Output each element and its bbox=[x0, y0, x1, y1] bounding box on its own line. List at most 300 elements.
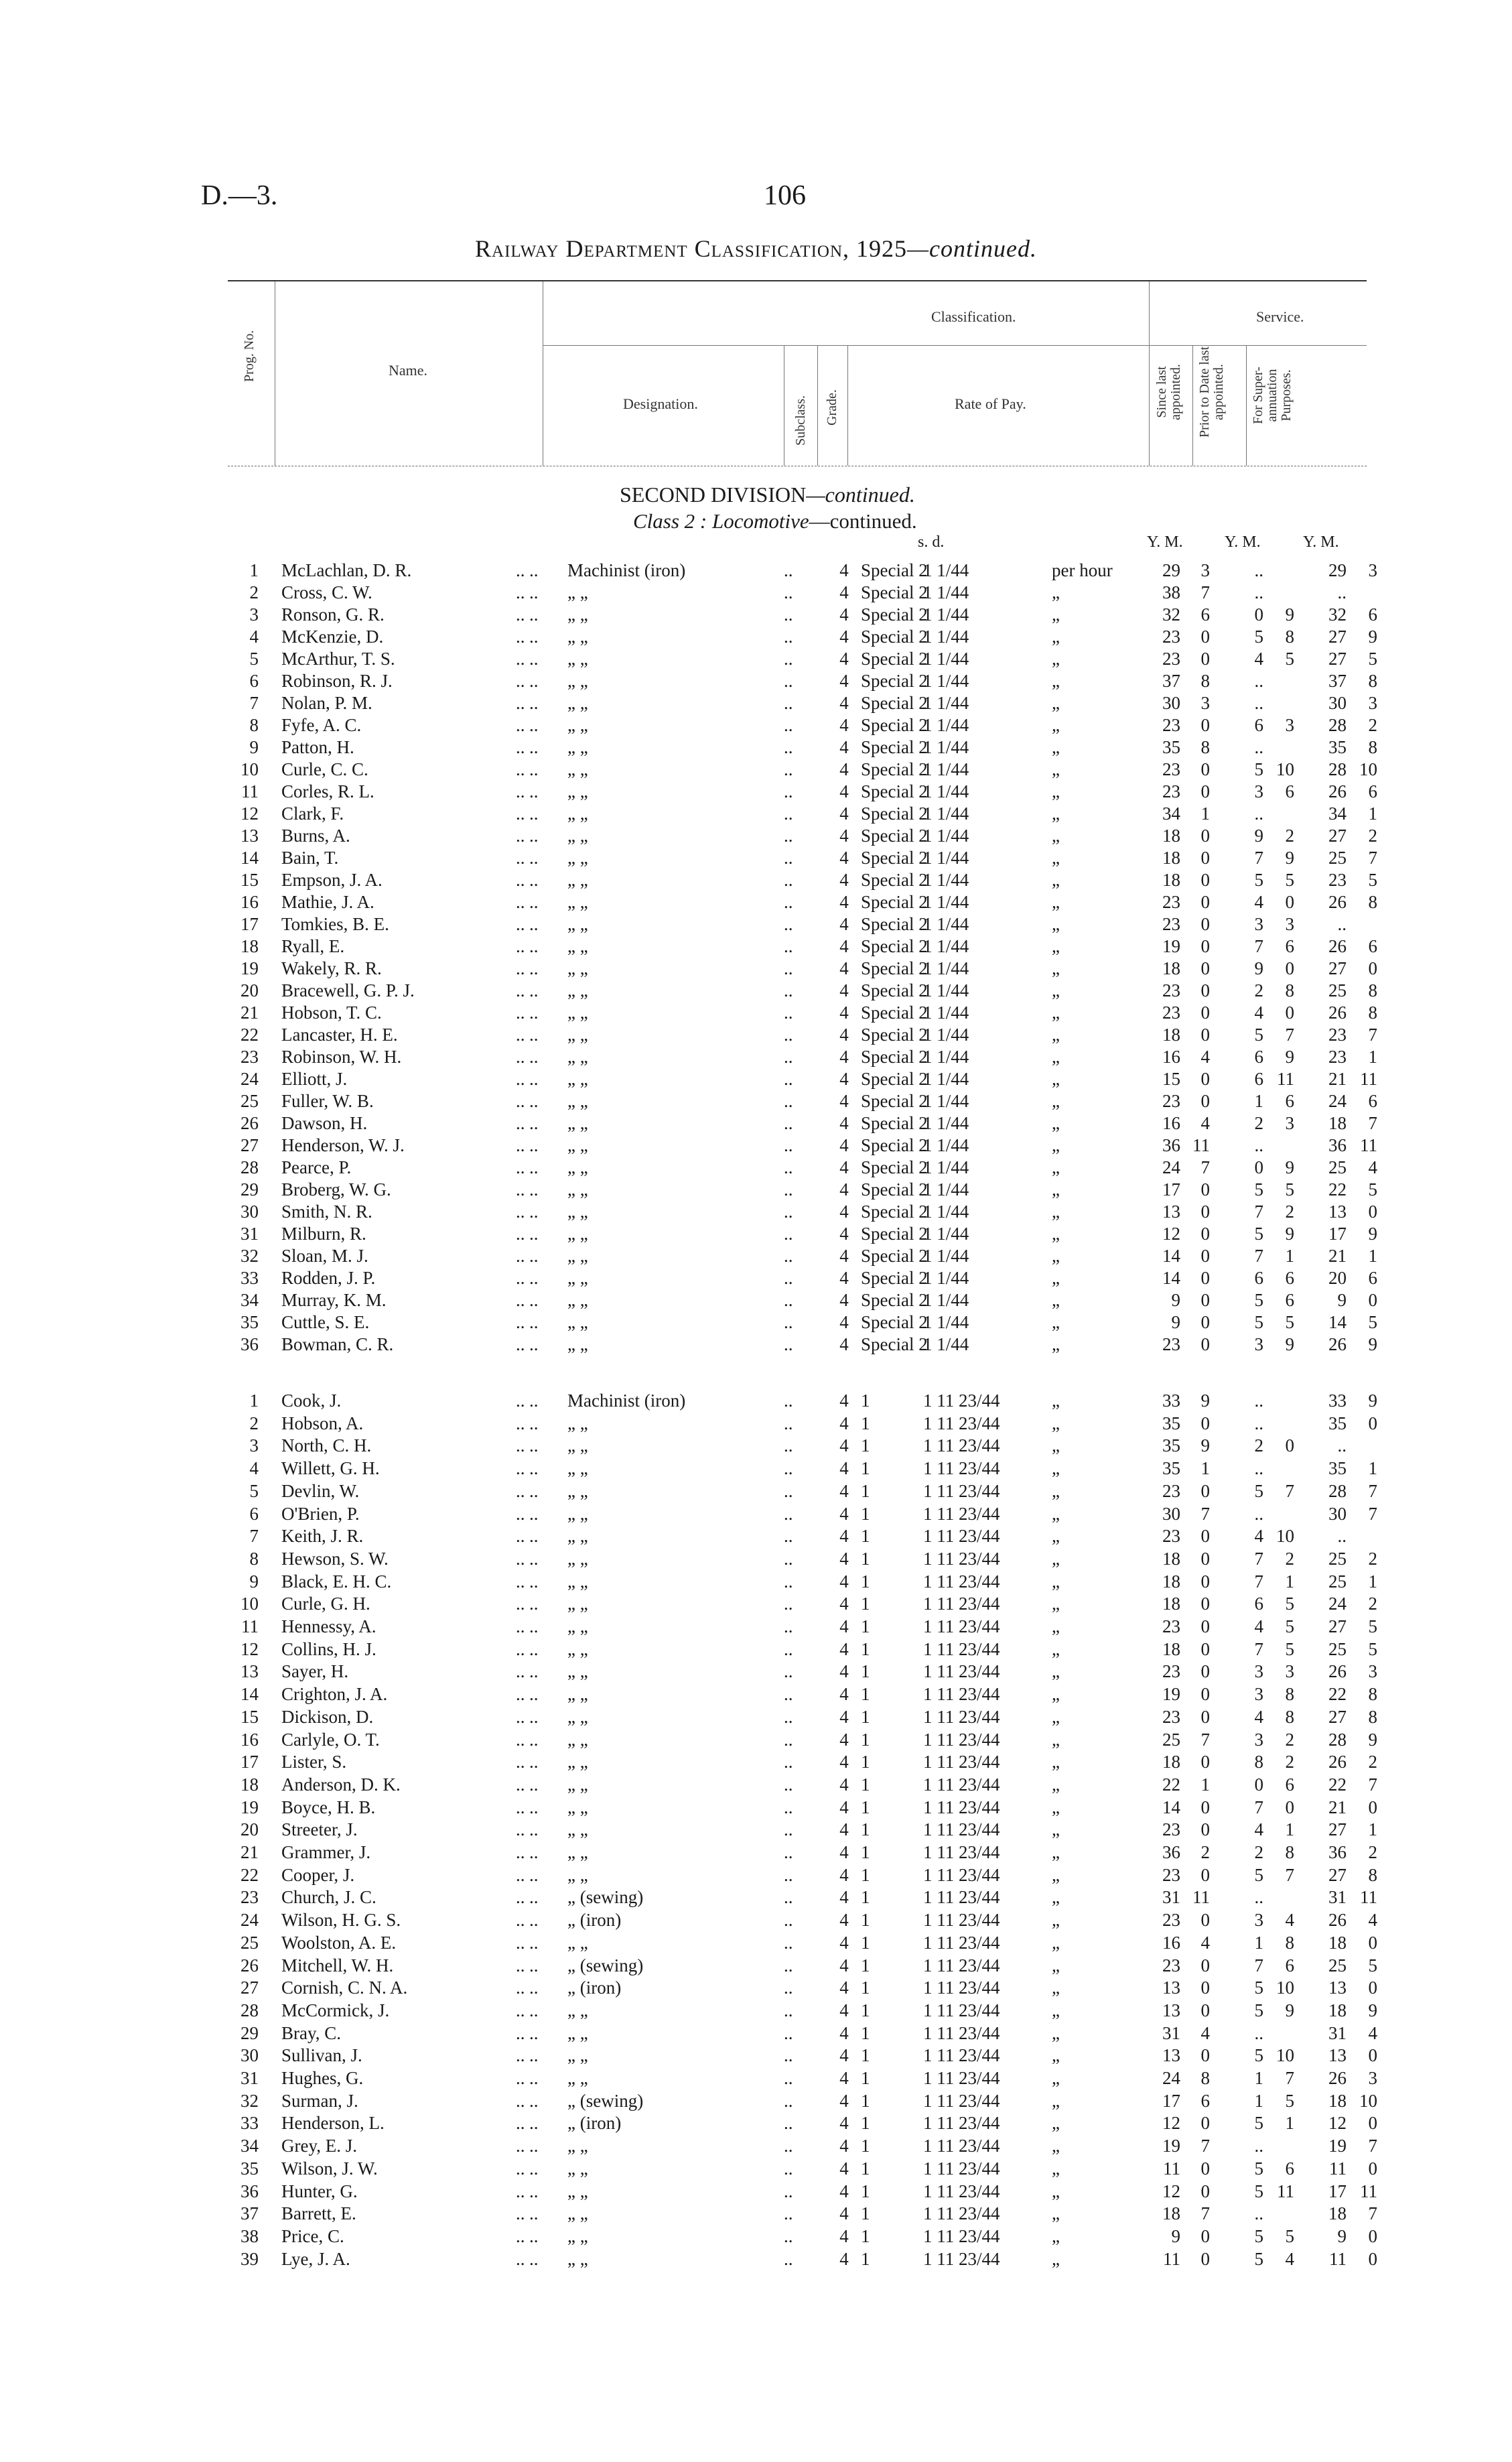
since-years: 38 bbox=[1162, 582, 1180, 602]
row-number: 22 bbox=[240, 1025, 259, 1045]
rate-of-pay: 1 11 23/44 bbox=[923, 1548, 1000, 1569]
subclass: 4 bbox=[839, 627, 849, 647]
leader-dots: .. bbox=[784, 2158, 793, 2179]
prior-years: 6 bbox=[1254, 1047, 1263, 1067]
since-months: 0 bbox=[1200, 2225, 1210, 2246]
since-years: 23 bbox=[1162, 980, 1180, 1000]
leader-dots: .. bbox=[516, 1752, 525, 1772]
subclass: 4 bbox=[839, 1135, 849, 1155]
per-unit: „ bbox=[1052, 826, 1060, 846]
grade: Special 2 bbox=[861, 737, 928, 757]
leader-dots: .. bbox=[516, 604, 525, 625]
designation: „ „ bbox=[567, 914, 588, 934]
since-months: 8 bbox=[1200, 2068, 1210, 2088]
since-years: 23 bbox=[1162, 1955, 1180, 1975]
leader-dots: .. bbox=[516, 2045, 525, 2066]
prior-years: 7 bbox=[1254, 1571, 1263, 1592]
row-number: 38 bbox=[240, 2225, 259, 2246]
per-unit: „ bbox=[1052, 1797, 1060, 1817]
since-months: 6 bbox=[1200, 2090, 1210, 2111]
row-number: 10 bbox=[240, 759, 259, 779]
employee-name: Surman, J. bbox=[281, 2090, 358, 2111]
since-months: 0 bbox=[1200, 2113, 1210, 2134]
prior-months: 5 bbox=[1285, 1616, 1294, 1636]
leader-dots: .. bbox=[529, 1887, 539, 1908]
since-years: 23 bbox=[1162, 1661, 1180, 1682]
per-unit: „ bbox=[1052, 1334, 1060, 1354]
leader-dots: .. bbox=[529, 582, 539, 602]
prior-months: 6 bbox=[1285, 1268, 1294, 1288]
table-row bbox=[201, 1047, 1380, 1069]
super-months: 6 bbox=[1368, 604, 1377, 625]
employee-name: Ronson, G. R. bbox=[281, 604, 385, 625]
prior-months: 5 bbox=[1285, 649, 1294, 669]
prior-years: .. bbox=[1254, 2136, 1263, 2156]
leader-dots: .. bbox=[784, 1526, 793, 1547]
leader-dots: .. bbox=[784, 1887, 793, 1908]
leader-dots: .. bbox=[516, 2181, 525, 2201]
employee-name: Henderson, L. bbox=[281, 2113, 385, 2134]
since-months: 0 bbox=[1200, 627, 1210, 647]
prior-months: 8 bbox=[1285, 1684, 1294, 1705]
row-number: 4 bbox=[249, 1458, 259, 1479]
per-unit: per hour bbox=[1052, 560, 1113, 580]
rate-of-pay: 1 11 23/44 bbox=[923, 2022, 1000, 2043]
designation: „ „ bbox=[567, 2022, 588, 2043]
rate-of-pay: 1 1/44 bbox=[923, 1047, 969, 1067]
super-months: 8 bbox=[1368, 1706, 1377, 1727]
prior-months: 8 bbox=[1285, 627, 1294, 647]
subclass: 4 bbox=[839, 604, 849, 625]
employee-name: Hughes, G. bbox=[281, 2068, 364, 2088]
designation: „ „ bbox=[567, 715, 588, 735]
super-years: 18 bbox=[1328, 1932, 1347, 1953]
super-years: 28 bbox=[1328, 1480, 1347, 1501]
table-row bbox=[201, 2203, 1380, 2225]
designation: „ „ bbox=[567, 1729, 588, 1750]
grade: 1 bbox=[861, 1616, 870, 1636]
rate-of-pay: 1 11 23/44 bbox=[923, 1638, 1000, 1659]
employee-name: Grey, E. J. bbox=[281, 2136, 357, 2156]
subclass: 4 bbox=[839, 2090, 849, 2111]
per-unit: „ bbox=[1052, 1910, 1060, 1931]
leader-dots: .. bbox=[784, 1002, 793, 1023]
super-years: 28 bbox=[1328, 759, 1347, 779]
designation: „ „ bbox=[567, 1706, 588, 1727]
since-months: 0 bbox=[1200, 1480, 1210, 1501]
designation: „ „ bbox=[567, 980, 588, 1000]
super-months: 1 bbox=[1368, 1246, 1377, 1266]
per-unit: „ bbox=[1052, 671, 1060, 691]
rate-of-pay: 1 11 23/44 bbox=[923, 2136, 1000, 2156]
super-months: 9 bbox=[1368, 2000, 1377, 2020]
leader-dots: .. bbox=[784, 1480, 793, 1501]
prior-years: 4 bbox=[1254, 1002, 1263, 1023]
leader-dots: .. bbox=[529, 1955, 539, 1975]
table-row bbox=[201, 560, 1380, 582]
prior-years: .. bbox=[1254, 2203, 1263, 2224]
since-months: 8 bbox=[1200, 671, 1210, 691]
super-months: 1 bbox=[1368, 803, 1377, 824]
employee-name: Anderson, D. K. bbox=[281, 1774, 401, 1795]
since-months: 11 bbox=[1192, 1135, 1210, 1155]
super-years: 17 bbox=[1328, 1224, 1347, 1244]
since-years: 29 bbox=[1162, 560, 1180, 580]
leader-dots: .. bbox=[529, 958, 539, 978]
super-years: 26 bbox=[1328, 2068, 1347, 2088]
rate-of-pay: 1 1/44 bbox=[923, 1091, 969, 1111]
designation: „ „ bbox=[567, 2045, 588, 2066]
subclass: 4 bbox=[839, 1797, 849, 1817]
grade: 1 bbox=[861, 1706, 870, 1727]
since-months: 0 bbox=[1200, 826, 1210, 846]
super-months: 7 bbox=[1368, 1025, 1377, 1045]
leader-dots: .. bbox=[529, 1638, 539, 1659]
leader-dots: .. bbox=[784, 1179, 793, 1200]
since-years: 13 bbox=[1162, 2045, 1180, 2066]
row-number: 12 bbox=[240, 803, 259, 824]
since-months: 4 bbox=[1200, 1047, 1210, 1067]
leader-dots: .. bbox=[529, 803, 539, 824]
since-months: 0 bbox=[1200, 1706, 1210, 1727]
prior-years: 5 bbox=[1254, 1480, 1263, 1501]
leader-dots: .. bbox=[529, 1842, 539, 1862]
super-years: 28 bbox=[1328, 715, 1347, 735]
designation: „ „ bbox=[567, 627, 588, 647]
subclass: 4 bbox=[839, 693, 849, 713]
designation: „ „ bbox=[567, 2000, 588, 2020]
grade: 1 bbox=[861, 2248, 870, 2269]
rate-of-pay: 1 1/44 bbox=[923, 671, 969, 691]
super-years: 24 bbox=[1328, 1091, 1347, 1111]
prior-months: 6 bbox=[1285, 936, 1294, 956]
table-row bbox=[201, 2000, 1380, 2022]
designation: „ (sewing) bbox=[567, 2090, 644, 2111]
since-years: 16 bbox=[1162, 1113, 1180, 1133]
row-number: 18 bbox=[240, 936, 259, 956]
prior-months: 8 bbox=[1285, 980, 1294, 1000]
since-months: 9 bbox=[1200, 1390, 1210, 1411]
per-unit: „ bbox=[1052, 2022, 1060, 2043]
employee-name: Patton, H. bbox=[281, 737, 354, 757]
leader-dots: .. bbox=[529, 1290, 539, 1310]
page-number: 106 bbox=[764, 180, 806, 211]
rate-of-pay: 1 1/44 bbox=[923, 1334, 969, 1354]
since-months: 0 bbox=[1200, 1661, 1210, 1682]
prior-years: 4 bbox=[1254, 1526, 1263, 1547]
grade: 1 bbox=[861, 2045, 870, 2066]
grade: 1 bbox=[861, 1910, 870, 1931]
super-months: 8 bbox=[1368, 980, 1377, 1000]
col-superannuation: For Super- annuation Purposes. bbox=[1251, 367, 1294, 424]
subclass: 4 bbox=[839, 1312, 849, 1332]
grade: Special 2 bbox=[861, 1179, 928, 1200]
rate-of-pay: 1 1/44 bbox=[923, 715, 969, 735]
employee-name: O'Brien, P. bbox=[281, 1503, 360, 1524]
super-years: 37 bbox=[1328, 671, 1347, 691]
designation: „ „ bbox=[567, 671, 588, 691]
prior-months: 6 bbox=[1285, 1091, 1294, 1111]
subclass: 4 bbox=[839, 1179, 849, 1200]
prior-years: 5 bbox=[1254, 2113, 1263, 2134]
grade: Special 2 bbox=[861, 1224, 928, 1244]
leader-dots: .. bbox=[529, 2248, 539, 2269]
since-months: 0 bbox=[1200, 1526, 1210, 1547]
prior-months: 5 bbox=[1285, 2090, 1294, 2111]
prior-years: .. bbox=[1254, 560, 1263, 580]
per-unit: „ bbox=[1052, 627, 1060, 647]
leader-dots: .. bbox=[784, 1910, 793, 1931]
super-months: 11 bbox=[1360, 1069, 1377, 1089]
table-row bbox=[201, 1435, 1380, 1457]
employee-name: Barrett, E. bbox=[281, 2203, 356, 2224]
row-number: 16 bbox=[240, 892, 259, 912]
leader-dots: .. bbox=[516, 2022, 525, 2043]
per-unit: „ bbox=[1052, 1661, 1060, 1682]
employee-name: Streeter, J. bbox=[281, 1819, 358, 1840]
grade: 1 bbox=[861, 1864, 870, 1885]
designation: „ „ bbox=[567, 2181, 588, 2201]
super-years: 19 bbox=[1328, 2136, 1347, 2156]
super-months: 3 bbox=[1368, 1661, 1377, 1682]
employee-name: Fuller, W. B. bbox=[281, 1091, 374, 1111]
grade: Special 2 bbox=[861, 826, 928, 846]
leader-dots: .. bbox=[784, 1047, 793, 1067]
prior-months: 5 bbox=[1285, 2225, 1294, 2246]
designation: „ „ bbox=[567, 781, 588, 801]
employee-name: Elliott, J. bbox=[281, 1069, 348, 1089]
leader-dots: .. bbox=[529, 1594, 539, 1614]
table-row bbox=[201, 980, 1380, 1002]
leader-dots: .. bbox=[516, 560, 525, 580]
row-number: 33 bbox=[240, 1268, 259, 1288]
designation: „ „ bbox=[567, 1842, 588, 1862]
table-row bbox=[201, 1135, 1380, 1157]
since-years: 18 bbox=[1162, 1638, 1180, 1659]
row-number: 13 bbox=[240, 1661, 259, 1682]
subclass: 4 bbox=[839, 2136, 849, 2156]
super-months: 11 bbox=[1360, 2181, 1377, 2201]
prior-months: 2 bbox=[1285, 826, 1294, 846]
table-row bbox=[201, 1774, 1380, 1797]
super-years: 34 bbox=[1328, 803, 1347, 824]
table-row bbox=[201, 1312, 1380, 1334]
row-number: 21 bbox=[240, 1842, 259, 1862]
designation: „ „ bbox=[567, 1246, 588, 1266]
designation: „ „ bbox=[567, 2248, 588, 2269]
designation: „ „ bbox=[567, 1616, 588, 1636]
prior-months: 9 bbox=[1285, 1224, 1294, 1244]
since-years: 18 bbox=[1162, 2203, 1180, 2224]
table-row bbox=[201, 826, 1380, 848]
prior-months: 5 bbox=[1285, 1179, 1294, 1200]
rate-of-pay: 1 1/44 bbox=[923, 936, 969, 956]
super-years: 26 bbox=[1328, 1661, 1347, 1682]
leader-dots: .. bbox=[516, 1179, 525, 1200]
since-years: 18 bbox=[1162, 958, 1180, 978]
grade: 1 bbox=[861, 2090, 870, 2111]
subclass: 4 bbox=[839, 2248, 849, 2269]
per-unit: „ bbox=[1052, 1526, 1060, 1547]
subclass: 4 bbox=[839, 2045, 849, 2066]
super-months: 8 bbox=[1368, 1002, 1377, 1023]
leader-dots: .. bbox=[516, 1910, 525, 1931]
rate-of-pay: 1 1/44 bbox=[923, 1002, 969, 1023]
table-row bbox=[201, 1978, 1380, 2000]
grade: 1 bbox=[861, 2181, 870, 2201]
designation: „ „ bbox=[567, 1526, 588, 1547]
designation: „ „ bbox=[567, 1503, 588, 1524]
prior-years: 2 bbox=[1254, 1113, 1263, 1133]
super-years: 22 bbox=[1328, 1179, 1347, 1200]
leader-dots: .. bbox=[516, 1413, 525, 1433]
grade: 1 bbox=[861, 1594, 870, 1614]
grade: 1 bbox=[861, 1797, 870, 1817]
since-years: 13 bbox=[1162, 1978, 1180, 1998]
employee-name: Robinson, R. J. bbox=[281, 671, 393, 691]
grade: 1 bbox=[861, 2022, 870, 2043]
leader-dots: .. bbox=[529, 627, 539, 647]
designation: „ „ bbox=[567, 892, 588, 912]
rate-of-pay: 1 11 23/44 bbox=[923, 2248, 1000, 2269]
since-years: 23 bbox=[1162, 759, 1180, 779]
super-months: 2 bbox=[1368, 715, 1377, 735]
super-months: 1 bbox=[1368, 1047, 1377, 1067]
table-row bbox=[201, 1819, 1380, 1841]
rate-of-pay: 1 1/44 bbox=[923, 560, 969, 580]
grade: 1 bbox=[861, 1842, 870, 1862]
designation: „ „ bbox=[567, 693, 588, 713]
since-years: 12 bbox=[1162, 1224, 1180, 1244]
leader-dots: .. bbox=[516, 1978, 525, 1998]
leader-dots: .. bbox=[529, 1025, 539, 1045]
per-unit: „ bbox=[1052, 1503, 1060, 1524]
employee-name: Dawson, H. bbox=[281, 1113, 368, 1133]
leader-dots: .. bbox=[516, 1458, 525, 1479]
since-months: 0 bbox=[1200, 1616, 1210, 1636]
super-months: 0 bbox=[1368, 2045, 1377, 2066]
subclass: 4 bbox=[839, 914, 849, 934]
super-years: 27 bbox=[1328, 958, 1347, 978]
leader-dots: .. bbox=[516, 1797, 525, 1817]
table-row bbox=[201, 1481, 1380, 1503]
row-number: 17 bbox=[240, 914, 259, 934]
super-months: 6 bbox=[1368, 1268, 1377, 1288]
prior-months: 2 bbox=[1285, 1548, 1294, 1569]
per-unit: „ bbox=[1052, 1246, 1060, 1266]
table-row bbox=[201, 2068, 1380, 2090]
since-months: 0 bbox=[1200, 1955, 1210, 1975]
since-years: 23 bbox=[1162, 1864, 1180, 1885]
designation: Machinist (iron) bbox=[567, 560, 686, 580]
leader-dots: .. bbox=[529, 2113, 539, 2134]
table-row bbox=[201, 1224, 1380, 1246]
super-years: 32 bbox=[1328, 604, 1347, 625]
since-years: 36 bbox=[1162, 1135, 1180, 1155]
leader-dots: .. bbox=[529, 1246, 539, 1266]
prior-years: 6 bbox=[1254, 1594, 1263, 1614]
prior-months: 11 bbox=[1277, 1069, 1294, 1089]
leader-dots: .. bbox=[516, 2248, 525, 2269]
grade: Special 2 bbox=[861, 671, 928, 691]
leader-dots: .. bbox=[516, 1706, 525, 1727]
prior-months: 11 bbox=[1277, 2181, 1294, 2201]
prior-years: 5 bbox=[1254, 2181, 1263, 2201]
per-unit: „ bbox=[1052, 1069, 1060, 1089]
leader-dots: .. bbox=[516, 1202, 525, 1222]
super-years: 25 bbox=[1328, 980, 1347, 1000]
table-row bbox=[201, 2023, 1380, 2045]
table-row bbox=[201, 1526, 1380, 1548]
since-years: 23 bbox=[1162, 1526, 1180, 1547]
prior-years: .. bbox=[1254, 582, 1263, 602]
division-title bbox=[620, 482, 915, 507]
prior-years: 4 bbox=[1254, 1706, 1263, 1727]
employee-name: Carlyle, O. T. bbox=[281, 1729, 380, 1750]
super-years: 23 bbox=[1328, 1047, 1347, 1067]
leader-dots: .. bbox=[516, 2225, 525, 2246]
leader-dots: .. bbox=[784, 936, 793, 956]
per-unit: „ bbox=[1052, 759, 1060, 779]
leader-dots: .. bbox=[784, 560, 793, 580]
since-months: 0 bbox=[1200, 1910, 1210, 1931]
designation: „ „ bbox=[567, 1797, 588, 1817]
grade: Special 2 bbox=[861, 715, 928, 735]
super-months: 6 bbox=[1368, 781, 1377, 801]
designation: „ „ bbox=[567, 1571, 588, 1592]
per-unit: „ bbox=[1052, 1548, 1060, 1569]
employee-name: Collins, H. J. bbox=[281, 1638, 376, 1659]
designation: „ „ bbox=[567, 1268, 588, 1288]
rate-of-pay: 1 1/44 bbox=[923, 781, 969, 801]
super-months: 8 bbox=[1368, 671, 1377, 691]
since-years: 23 bbox=[1162, 1706, 1180, 1727]
leader-dots: .. bbox=[516, 781, 525, 801]
rate-of-pay: 1 11 23/44 bbox=[923, 1616, 1000, 1636]
subclass: 4 bbox=[839, 1819, 849, 1840]
per-unit: „ bbox=[1052, 1413, 1060, 1433]
per-unit: „ bbox=[1052, 1224, 1060, 1244]
class-prefix: Class 2 : bbox=[633, 509, 712, 533]
row-number: 26 bbox=[240, 1113, 259, 1133]
since-months: 0 bbox=[1200, 892, 1210, 912]
prior-months: 1 bbox=[1285, 1571, 1294, 1592]
prior-years: 2 bbox=[1254, 980, 1263, 1000]
per-unit: „ bbox=[1052, 1706, 1060, 1727]
table-row bbox=[201, 693, 1380, 715]
grade: 1 bbox=[861, 2225, 870, 2246]
designation: „ (sewing) bbox=[567, 1887, 644, 1908]
table-row bbox=[201, 1797, 1380, 1819]
super-months: 8 bbox=[1368, 1864, 1377, 1885]
super-years: 28 bbox=[1328, 1729, 1347, 1750]
employee-name: Tomkies, B. E. bbox=[281, 914, 389, 934]
table-row bbox=[201, 1334, 1380, 1356]
row-number: 3 bbox=[249, 1435, 259, 1456]
since-months: 0 bbox=[1200, 781, 1210, 801]
leader-dots: .. bbox=[529, 1334, 539, 1354]
leader-dots: .. bbox=[529, 1157, 539, 1177]
leader-dots: .. bbox=[516, 892, 525, 912]
designation: „ „ bbox=[567, 1480, 588, 1501]
table-row bbox=[201, 715, 1380, 737]
super-years: 33 bbox=[1328, 1390, 1347, 1411]
leader-dots: .. bbox=[529, 737, 539, 757]
designation: „ „ bbox=[567, 1548, 588, 1569]
rate-of-pay: 1 1/44 bbox=[923, 1312, 969, 1332]
table-row bbox=[201, 1002, 1380, 1025]
table-row bbox=[201, 781, 1380, 803]
